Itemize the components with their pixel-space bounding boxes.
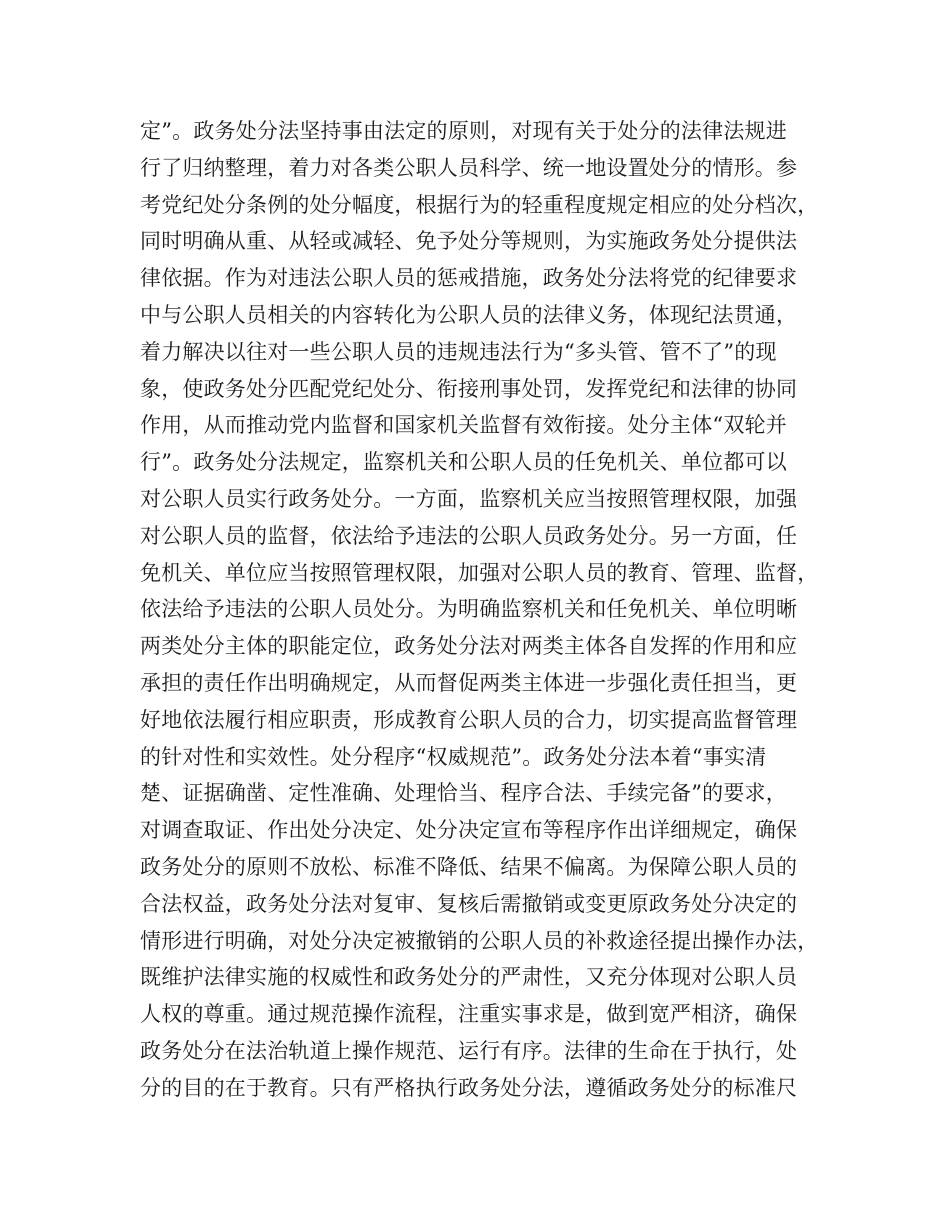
text-line: 行”。政务处分法规定，监察机关和公职人员的任免机关、单位都可以 xyxy=(140,450,787,475)
text-line: 好地依法履行相应职责，形成教育公职人员的合力，切实提高监督管理 xyxy=(140,707,798,732)
text-line: 的针对性和实效性。处分程序“权威规范”。政务处分法本着“事实清 xyxy=(140,744,767,769)
text-line: 律依据。作为对违法公职人员的惩戒措施，政务处分法将党的纪律要求 xyxy=(140,266,798,291)
text-line: 对公职人员的监督，依法给予违法的公职人员政务处分。另一方面，任 xyxy=(140,523,798,548)
text-line: 政务处分在法治轨道上操作规范、运行有序。法律的生命在于执行，处 xyxy=(140,1038,798,1063)
text-line: 政务处分的原则不放松、标准不降低、结果不偏离。为保障公职人员的 xyxy=(140,854,798,879)
text-line: 情形进行明确，对处分决定被撤销的公职人员的补救途径提出操作办法， xyxy=(140,928,819,953)
text-line: 中与公职人员相关的内容转化为公职人员的法律义务，体现纪法贯通， xyxy=(140,302,798,327)
text-line: 既维护法律实施的权威性和政务处分的严肃性，又充分体现对公职人员 xyxy=(140,965,798,990)
text-line: 依法给予违法的公职人员处分。为明确监察机关和任免机关、单位明晰 xyxy=(140,597,798,622)
text-line: 人权的尊重。通过规范操作流程，注重实事求是，做到宽严相济，确保 xyxy=(140,1002,798,1027)
text-line: 考党纪处分条例的处分幅度，根据行为的轻重程度规定相应的处分档次， xyxy=(140,192,819,217)
text-line: 作用，从而推动党内监督和国家机关监督有效衔接。处分主体“双轮并 xyxy=(140,413,787,438)
body-text xyxy=(140,113,830,1107)
text-line: 楚、证据确凿、定性准确、处理恰当、程序合法、手续完备”的要求， xyxy=(140,781,787,806)
text-line: 同时明确从重、从轻或减轻、免予处分等规则，为实施政务处分提供法 xyxy=(140,229,798,254)
text-line: 着力解决以往对一些公职人员的违规违法行为“多头管、管不了”的现 xyxy=(140,339,777,364)
text-line: 合法权益，政务处分法对复审、复核后需撤销或变更原政务处分决定的 xyxy=(140,891,798,916)
text-line: 免机关、单位应当按照管理权限，加强对公职人员的教育、管理、监督， xyxy=(140,560,819,585)
text-line: 象，使政务处分匹配党纪处分、衔接刑事处罚，发挥党纪和法律的协同 xyxy=(140,376,798,401)
text-line: 对调查取证、作出处分决定、处分决定宣布等程序作出详细规定，确保 xyxy=(140,818,798,843)
text-line: 对公职人员实行政务处分。一方面，监察机关应当按照管理权限，加强 xyxy=(140,486,798,511)
text-line: 定”。政务处分法坚持事由法定的原则，对现有关于处分的法律法规进 xyxy=(140,119,787,143)
text-line: 行了归纳整理，着力对各类公职人员科学、统一地设置处分的情形。参 xyxy=(140,155,798,180)
text-line: 分的目的在于教育。只有严格执行政务处分法，遵循政务处分的标准尺 xyxy=(140,1075,798,1100)
text-line: 承担的责任作出明确规定，从而督促两类主体进一步强化责任担当，更 xyxy=(140,670,798,695)
text-line: 两类处分主体的职能定位，政务处分法对两类主体各自发挥的作用和应 xyxy=(140,634,798,659)
